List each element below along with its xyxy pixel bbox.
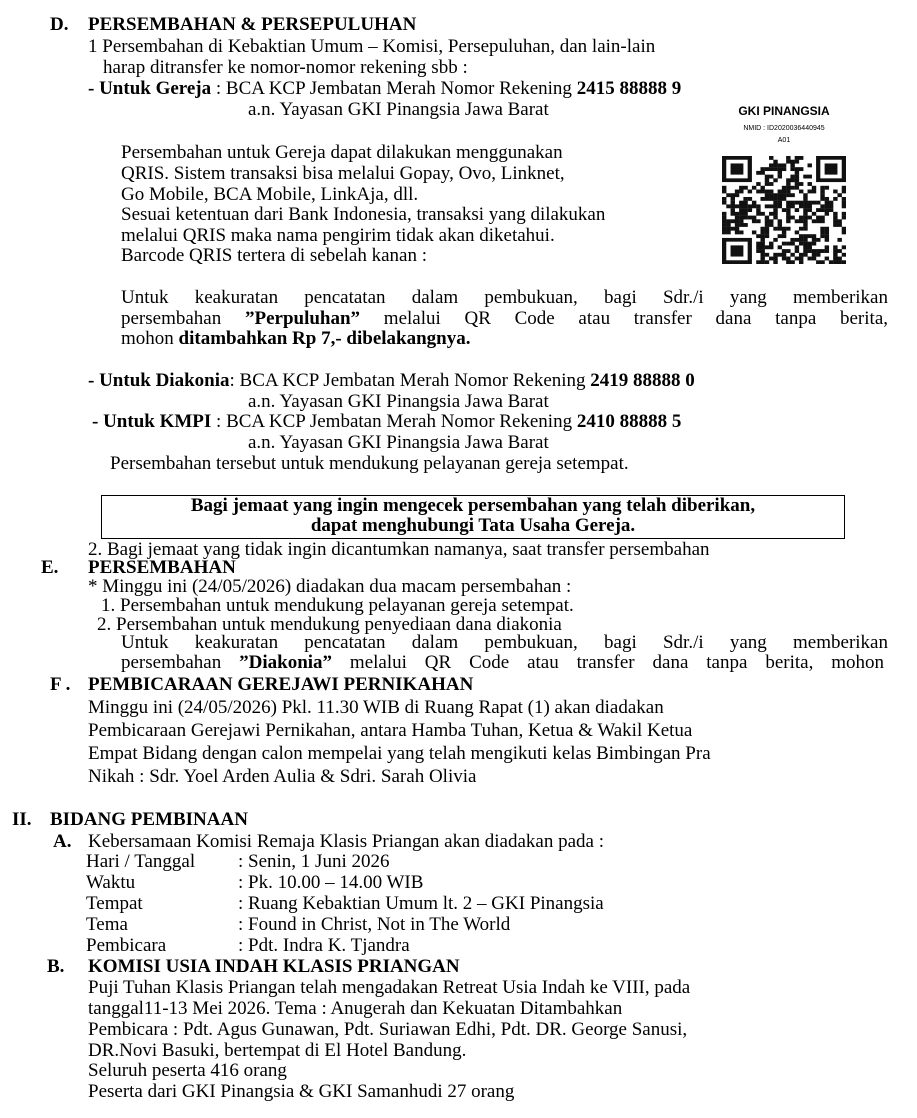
d-accuracy-line-2 [121, 309, 888, 329]
detail-label-speaker: Pembicara [86, 935, 167, 956]
diakonia-account-number: 2419 88888 0 [590, 370, 695, 391]
section-f-title: PEMBICARAAN GEREJAWI PERNIKAHAN [88, 674, 474, 695]
section-f-line-4: Nikah : Sdr. Yoel Arden Aulia & Sdri. Sarah Olivia [88, 766, 477, 787]
detail-value-date: : Senin, 1 Juni 2026 [238, 851, 390, 872]
d-accuracy-line-3 [121, 329, 471, 349]
section-ii-b-line-4: DR.Novi Basuki, bertempat di El Hotel Bandung. [88, 1040, 467, 1061]
detail-label-time: Waktu [86, 872, 136, 893]
section-ii-a-intro: Kebersamaan Komisi Remaja Klasis Priangan akan diadakan pada : [88, 831, 604, 852]
d-accuracy-text-a: persembahan [121, 308, 245, 329]
qris-line-3: Go Mobile, BCA Mobile, LinkAja, dll. [121, 184, 419, 205]
detail-value-speaker: : Pdt. Indra K. Tjandra [238, 935, 410, 956]
section-e-item2: 2. Persembahan untuk mendukung penyediaan dana diakonia [97, 614, 562, 635]
qr-caption: GKI PINANGSIA [738, 104, 830, 118]
notice-line-2: dapat menghubungi Tata Usaha Gereja. [310, 515, 636, 536]
notice-line-1: Bagi jemaat yang ingin mengecek persembahan yang telah diberikan, [190, 495, 756, 516]
e-accuracy-line-2 [121, 653, 884, 673]
section-e-title: PERSEMBAHAN [88, 557, 236, 578]
qr-nmid: NMID : ID2020036440945 [743, 125, 825, 132]
gereja-label: - Untuk Gereja [88, 78, 212, 99]
d-accuracy-text-mohon: mohon [121, 328, 179, 349]
section-e-letter: E. [41, 557, 59, 578]
section-ii-b-title: KOMISI USIA INDAH KLASIS PRIANGAN [88, 956, 460, 977]
e-accuracy-keyword: ”Diakonia” [239, 652, 333, 673]
qris-line-1: Persembahan untuk Gereja dapat dilakukan menggunakan [121, 142, 563, 163]
kmpi-account-line [92, 412, 681, 432]
section-f-letter: F . [50, 674, 71, 695]
qris-line-4: Sesuai ketentuan dari Bank Indonesia, transaksi yang dilakukan [121, 204, 606, 225]
detail-value-theme: : Found in Christ, Not in The World [238, 914, 511, 935]
gereja-account-holder: a.n. Yayasan GKI Pinangsia Jawa Barat [248, 99, 549, 120]
kmpi-account-number: 2410 88888 5 [576, 411, 682, 432]
qris-code-block [722, 104, 846, 264]
e-accuracy-text-c: melalui QR Code atau transfer dana tanpa berita, mohon [332, 652, 884, 673]
section-e-item1: 1. Persembahan untuk mendukung pelayanan gereja setempat. [101, 595, 574, 616]
section-ii-a-letter: A. [53, 831, 72, 852]
e-accuracy-line-1: Untuk keakuratan pencatatan dalam pembukuan, bagi Sdr./i yang memberikan [121, 632, 888, 653]
d-accuracy-line-1: Untuk keakuratan pencatatan dalam pembukuan, bagi Sdr./i yang memberikan [121, 287, 888, 308]
detail-label-date: Hari / Tanggal [86, 851, 196, 872]
qris-line-6: Barcode QRIS tertera di sebelah kanan : [121, 245, 427, 266]
d-accuracy-instruction: ditambahkan Rp 7,- dibelakangnya. [178, 328, 471, 349]
diakonia-account-line [88, 371, 695, 391]
detail-value-time: : Pk. 10.00 – 14.00 WIB [238, 872, 424, 893]
kmpi-account-holder: a.n. Yayasan GKI Pinangsia Jawa Barat [248, 432, 549, 453]
kmpi-label: - Untuk KMPI [92, 411, 212, 432]
d-accuracy-text-c: melalui QR Code atau transfer dana tanpa berita, [360, 308, 888, 329]
gereja-account-number: 2415 88888 9 [576, 78, 682, 99]
section-ii-title: BIDANG PEMBINAAN [50, 809, 248, 830]
diakonia-label: - Untuk Diakonia [88, 370, 230, 391]
section-d-letter: D. [50, 14, 69, 35]
d-accuracy-keyword: ”Perpuluhan” [244, 308, 361, 329]
e-accuracy-text-a: persembahan [121, 652, 240, 673]
section-d-item2: 2. Bagi jemaat yang tidak ingin dicantumkan namanya, saat transfer persembahan [88, 539, 710, 560]
section-d-item1-line2: harap ditransfer ke nomor-nomor rekening sbb : [103, 57, 468, 78]
section-ii-b-line-5: Seluruh peserta 416 orang [88, 1060, 287, 1081]
kmpi-bank-text: : BCA KCP Jembatan Merah Nomor Rekening [211, 411, 577, 432]
section-f-line-1: Minggu ini (24/05/2026) Pkl. 11.30 WIB di Ruang Rapat (1) akan diadakan [88, 697, 664, 718]
detail-label-theme: Tema [86, 914, 128, 935]
section-d-title: PERSEMBAHAN & PERSEPULUHAN [88, 14, 417, 35]
section-ii-numeral: II. [12, 809, 32, 830]
diakonia-account-holder: a.n. Yayasan GKI Pinangsia Jawa Barat [248, 391, 549, 412]
gereja-account-line [88, 79, 681, 99]
detail-value-place: : Ruang Kebaktian Umum lt. 2 – GKI Pinangsia [238, 893, 604, 914]
section-e-intro: * Minggu ini (24/05/2026) diadakan dua macam persembahan : [88, 576, 572, 597]
section-ii-b-line-1: Puji Tuhan Klasis Priangan telah mengadakan Retreat Usia Indah ke VIII, pada [88, 977, 691, 998]
contact-notice-box [101, 495, 845, 539]
qris-line-2: QRIS. Sistem transaksi bisa melalui Gopay, Ovo, Linknet, [121, 163, 565, 184]
qr-code-label: A01 [777, 137, 791, 144]
section-ii-b-line-2: tanggal11-13 Mei 2026. Tema : Anugerah dan Kekuatan Ditambahkan [88, 998, 623, 1019]
section-d-item1-line1: 1 Persembahan di Kebaktian Umum – Komisi, Persepuluhan, dan lain-lain [88, 36, 656, 57]
detail-label-place: Tempat [86, 893, 143, 914]
section-ii-b-letter: B. [47, 956, 65, 977]
gereja-bank-text: : BCA KCP Jembatan Merah Nomor Rekening [211, 78, 577, 99]
section-ii-b-line-6: Peserta dari GKI Pinangsia & GKI Samanhudi 27 orang [88, 1081, 515, 1102]
section-ii-b-line-3: Pembicara : Pdt. Agus Gunawan, Pdt. Suriawan Edhi, Pdt. DR. George Sanusi, [88, 1019, 688, 1040]
diakonia-bank-text: : BCA KCP Jembatan Merah Nomor Rekening [229, 370, 591, 391]
qris-line-5: melalui QRIS maka nama pengirim tidak akan diketahui. [121, 225, 555, 246]
section-f-line-3: Empat Bidang dengan calon mempelai yang telah mengikuti kelas Bimbingan Pra [88, 743, 711, 764]
support-line: Persembahan tersebut untuk mendukung pelayanan gereja setempat. [110, 453, 629, 474]
qr-code-icon [722, 156, 846, 264]
section-f-line-2: Pembicaraan Gerejawi Pernikahan, antara Hamba Tuhan, Ketua & Wakil Ketua [88, 720, 693, 741]
